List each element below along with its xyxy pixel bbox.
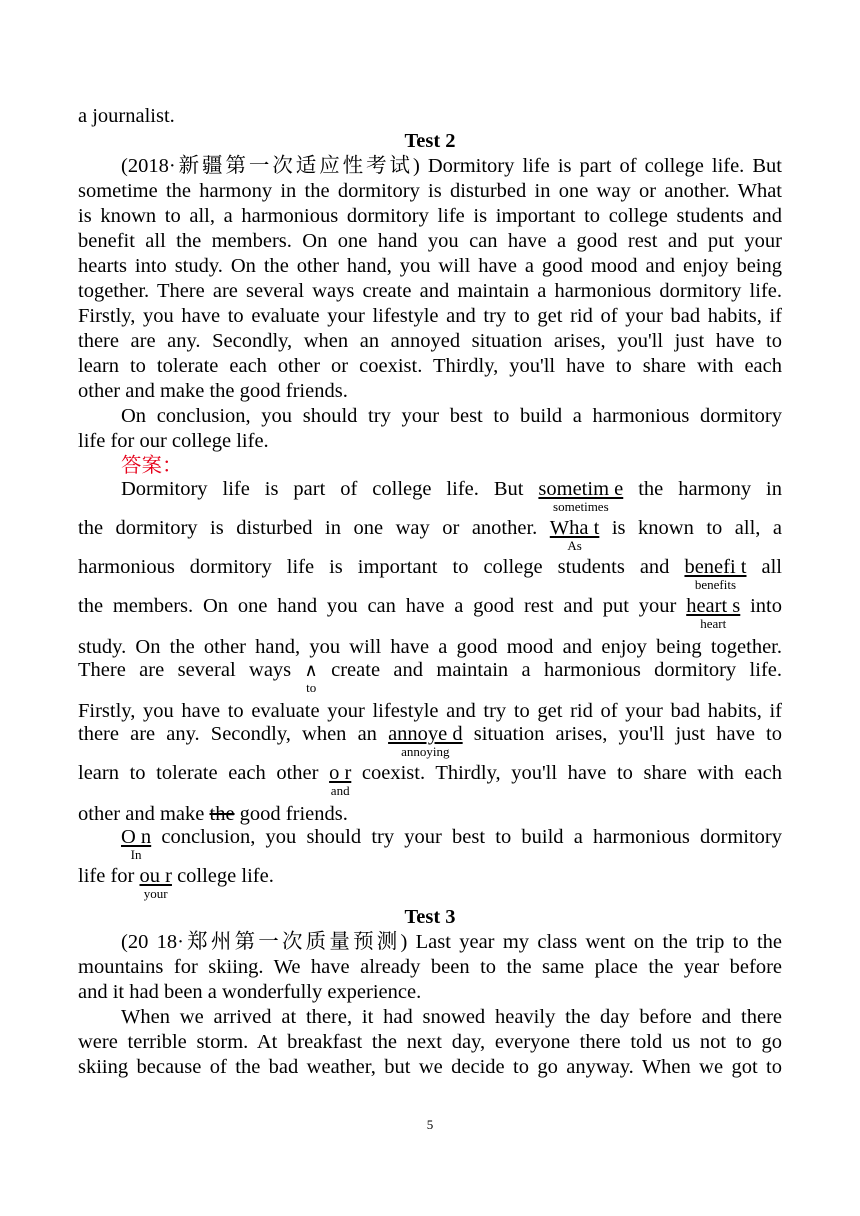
answer-line: the dormitory is disturbed in one way or another. Wha t As is known to all, a: [78, 517, 782, 553]
test2-line: (2018·新疆第一次适应性考试) Dormitory life is part of college life. But: [121, 155, 782, 177]
answer-line: the members. On one hand you can have a good rest and put your heart s heart into: [78, 595, 782, 631]
test2-line: there are any. Secondly, when an annoyed situation arises, you'll just have to: [78, 330, 782, 352]
intro-tail: a journalist.: [78, 105, 175, 127]
test2-line: learn to tolerate each other or coexist. Thirdly, you'll have to share with each: [78, 355, 782, 377]
test2-line: sometime the harmony in the dormitory is disturbed in one way or another. What: [78, 180, 782, 202]
answer-line: harmonious dormitory life is important to college students and benefi t benefits all: [78, 556, 782, 592]
correction-label: your: [143, 886, 168, 901]
error-word: benefi t benefits: [684, 556, 747, 592]
test3-line: When we arrived at there, it had snowed heavily the day before and there: [121, 1006, 782, 1028]
test2-line: Firstly, you have to evaluate your lifestyle and try to get rid of your bad habits, if: [78, 305, 782, 327]
correction-label: to: [306, 680, 317, 695]
error-word: Wha t As: [549, 517, 600, 553]
test3-line: were terrible storm. At breakfast the next day, everyone there told us not to go: [78, 1031, 782, 1053]
test2-line: other and make the good friends.: [78, 380, 348, 402]
answer-line: life for ou r your college life.: [78, 865, 274, 901]
test2-line: benefit all the members. On one hand you can have a good rest and put your: [78, 230, 782, 252]
test2-line: life for our college life.: [78, 430, 269, 452]
correction-label: annoying: [401, 744, 450, 759]
error-word: O n In: [121, 826, 152, 862]
answer-line: Firstly, you have to evaluate your lifestyle and try to get rid of your bad habits, if: [78, 700, 782, 722]
correction-label: In: [130, 847, 142, 862]
correction-label: benefits: [694, 577, 737, 592]
error-word: ou r your: [139, 865, 172, 901]
page-number: 5: [426, 1117, 434, 1132]
answer-line: Dormitory life is part of college life. But sometim e sometimes the harmony in: [121, 478, 782, 514]
correction-label: heart: [700, 616, 727, 631]
answer-line: there are any. Secondly, when an annoye d annoying situation arises, you'll just have to: [78, 723, 782, 759]
deleted-word: the: [209, 803, 235, 825]
answer-line: other and make the good friends.: [78, 803, 348, 825]
document-page: [78, 104, 782, 1080]
test2-title: Test 2: [404, 130, 456, 152]
answer-line: There are several ways ∧ to create and maintain a harmonious dormitory life.: [78, 659, 783, 695]
test3-line: and it had been a wonderfully experience.: [78, 981, 422, 1003]
error-word: o r and: [329, 762, 352, 798]
answer-heading: 答案：: [121, 455, 183, 477]
correction-label: and: [330, 783, 350, 798]
answer-line: O n In conclusion, you should try your best to build a harmonious dormitory: [121, 826, 782, 862]
error-word: sometim e sometimes: [538, 478, 624, 514]
correction-label: As: [567, 538, 582, 553]
test3-line: mountains for skiing. We have already been to the same place the year before: [78, 956, 782, 978]
error-word: annoye d annoying: [388, 723, 463, 759]
test3-title: Test 3: [404, 906, 456, 928]
test2-line: is known to all, a harmonious dormitory life is important to college students and: [78, 205, 782, 227]
test3-line: skiing because of the bad weather, but we decide to go anyway. When we got to: [78, 1056, 782, 1078]
error-word: heart s heart: [686, 595, 741, 631]
insert-caret-icon: ∧ to: [304, 660, 318, 695]
test2-line: On conclusion, you should try your best to build a harmonious dormitory: [121, 405, 782, 427]
answer-line: study. On the other hand, you will have a good mood and enjoy being together.: [78, 636, 782, 658]
answer-line: learn to tolerate each other o r and coexist. Thirdly, you'll have to share with each: [78, 762, 782, 798]
correction-label: sometimes: [553, 499, 609, 514]
test2-line: together. There are several ways create and maintain a harmonious dormitory life.: [78, 280, 782, 302]
test2-line: hearts into study. On the other hand, you will have a good mood and enjoy being: [78, 255, 782, 277]
test3-line: (20 18·郑州第一次质量预测) Last year my class went on the trip to the: [121, 931, 782, 953]
